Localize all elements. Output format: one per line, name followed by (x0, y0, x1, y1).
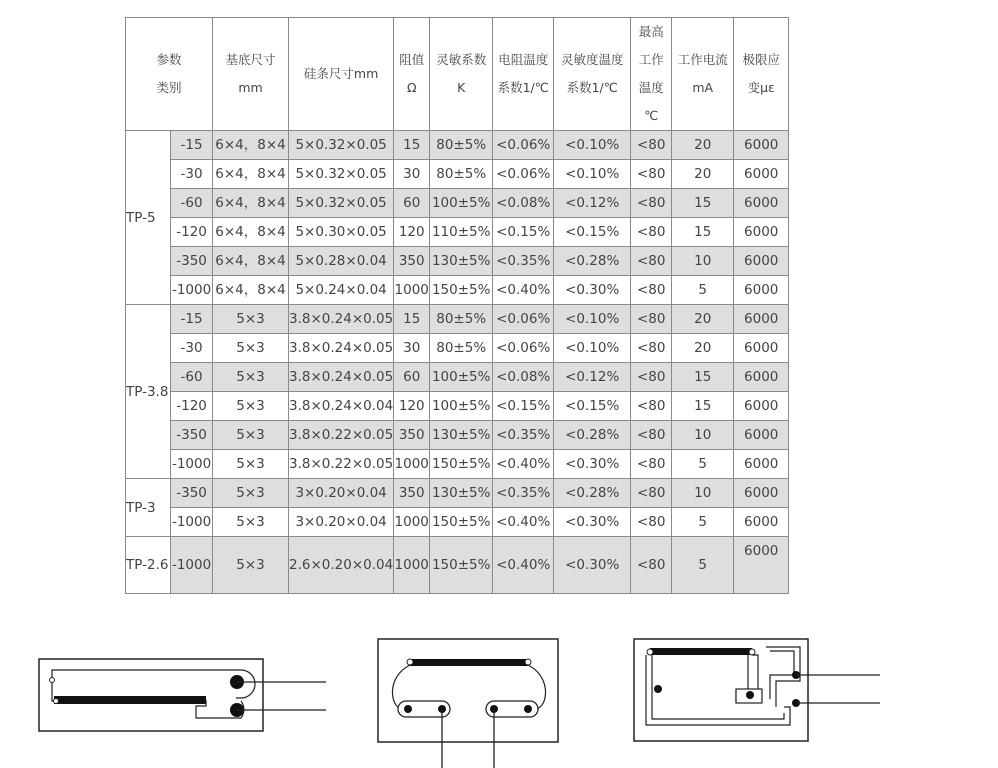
cell-resistance: 1000 (394, 508, 430, 537)
cell-resistance: 15 (394, 305, 430, 334)
row-type-label: TP-3 (126, 479, 171, 537)
cell-model-suffix: -350 (171, 421, 213, 450)
cell-max-temp: <80 (631, 247, 672, 276)
cell-model-suffix: -1000 (171, 508, 213, 537)
cell-limit-strain: 6000 (734, 334, 789, 363)
cell-substrate-size: 5×3 (213, 450, 289, 479)
cell-current: 20 (672, 160, 734, 189)
cell-current: 20 (672, 334, 734, 363)
cell-silicon-size: 2.6×0.20×0.04 (289, 537, 394, 594)
header-param-type: 参数 类别 (126, 18, 213, 131)
gauge-3-dot-left (654, 685, 662, 693)
cell-current: 5 (672, 508, 734, 537)
cell-sensitivity: 130±5% (430, 479, 493, 508)
cell-sensitivity: 130±5% (430, 247, 493, 276)
cell-sensitivity: 100±5% (430, 392, 493, 421)
cell-max-temp: <80 (631, 305, 672, 334)
cell-limit-strain: 6000 (734, 218, 789, 247)
cell-sensitivity-temp-coef: <0.28% (554, 479, 631, 508)
header-row (126, 18, 789, 131)
cell-model-suffix: -1000 (171, 450, 213, 479)
table-row (126, 334, 789, 363)
cell-limit-strain: 6000 (734, 131, 789, 160)
cell-model-suffix: -30 (171, 160, 213, 189)
cell-resistance-temp-coef: <0.35% (493, 479, 554, 508)
cell-sensitivity-temp-coef: <0.12% (554, 363, 631, 392)
cell-resistance: 350 (394, 421, 430, 450)
cell-current: 10 (672, 421, 734, 450)
cell-sensitivity-temp-coef: <0.10% (554, 131, 631, 160)
cell-resistance: 1000 (394, 537, 430, 594)
cell-max-temp: <80 (631, 218, 672, 247)
cell-resistance: 1000 (394, 276, 430, 305)
header-limit-strain: 极限应 变με (734, 18, 789, 131)
gauge-1-node-a (50, 678, 55, 683)
cell-resistance: 15 (394, 131, 430, 160)
header-sensitivity-temp-coef: 灵敏度温度 系数1/℃ (554, 18, 631, 131)
cell-sensitivity: 150±5% (430, 450, 493, 479)
cell-sensitivity-temp-coef: <0.30% (554, 537, 631, 594)
header-max-temp: 最高 工作 温度 ℃ (631, 18, 672, 131)
table-row (126, 450, 789, 479)
cell-resistance: 120 (394, 392, 430, 421)
cell-limit-strain: 6000 (734, 537, 789, 594)
table-row (126, 160, 789, 189)
cell-resistance: 120 (394, 218, 430, 247)
cell-current: 20 (672, 131, 734, 160)
cell-current: 15 (672, 392, 734, 421)
cell-resistance: 60 (394, 189, 430, 218)
cell-silicon-size: 5×0.30×0.05 (289, 218, 394, 247)
cell-limit-strain: 6000 (734, 247, 789, 276)
table-row (126, 189, 789, 218)
cell-silicon-size: 3×0.20×0.04 (289, 479, 394, 508)
cell-resistance-temp-coef: <0.40% (493, 276, 554, 305)
header-current: 工作电流 mA (672, 18, 734, 131)
cell-limit-strain: 6000 (734, 479, 789, 508)
cell-silicon-size: 3.8×0.22×0.05 (289, 421, 394, 450)
cell-silicon-size: 5×0.24×0.04 (289, 276, 394, 305)
gauge-2-substrate (378, 639, 558, 742)
header-resistance: 阻值 Ω (394, 18, 430, 131)
cell-substrate-size: 5×3 (213, 305, 289, 334)
gauge-diagram-1 (36, 656, 328, 736)
cell-resistance-temp-coef: <0.40% (493, 537, 554, 594)
cell-silicon-size: 3.8×0.24×0.05 (289, 305, 394, 334)
cell-current: 15 (672, 363, 734, 392)
table-row (126, 421, 789, 450)
cell-current: 5 (672, 450, 734, 479)
cell-substrate-size: 5×3 (213, 334, 289, 363)
row-type-label: TP-2.6 (126, 537, 171, 594)
cell-silicon-size: 5×0.32×0.05 (289, 189, 394, 218)
cell-sensitivity-temp-coef: <0.10% (554, 160, 631, 189)
cell-limit-strain: 6000 (734, 450, 789, 479)
cell-max-temp: <80 (631, 189, 672, 218)
table-row (126, 218, 789, 247)
table-row (126, 392, 789, 421)
cell-sensitivity: 100±5% (430, 363, 493, 392)
gauge-3-silicon-strip (650, 648, 752, 655)
header-silicon-size: 硅条尺寸mm (289, 18, 394, 131)
cell-sensitivity: 80±5% (430, 334, 493, 363)
table-row (126, 508, 789, 537)
cell-substrate-size: 6×4，8×4 (213, 131, 289, 160)
cell-sensitivity-temp-coef: <0.12% (554, 189, 631, 218)
cell-sensitivity: 80±5% (430, 305, 493, 334)
cell-max-temp: <80 (631, 421, 672, 450)
cell-sensitivity-temp-coef: <0.30% (554, 276, 631, 305)
cell-sensitivity-temp-coef: <0.30% (554, 508, 631, 537)
cell-substrate-size: 5×3 (213, 537, 289, 594)
gauge-3-node-left (647, 649, 653, 655)
gauge-2-dot-1 (404, 705, 412, 713)
cell-max-temp: <80 (631, 276, 672, 305)
cell-sensitivity: 150±5% (430, 276, 493, 305)
cell-substrate-size: 5×3 (213, 363, 289, 392)
cell-resistance-temp-coef: <0.08% (493, 189, 554, 218)
cell-max-temp: <80 (631, 392, 672, 421)
cell-model-suffix: -350 (171, 247, 213, 276)
cell-max-temp: <80 (631, 537, 672, 594)
cell-limit-strain: 6000 (734, 276, 789, 305)
table-row (126, 276, 789, 305)
cell-max-temp: <80 (631, 450, 672, 479)
cell-resistance-temp-coef: <0.15% (493, 392, 554, 421)
cell-resistance: 350 (394, 479, 430, 508)
cell-resistance-temp-coef: <0.40% (493, 450, 554, 479)
cell-resistance: 350 (394, 247, 430, 276)
cell-sensitivity-temp-coef: <0.10% (554, 334, 631, 363)
cell-resistance: 60 (394, 363, 430, 392)
cell-silicon-size: 5×0.28×0.04 (289, 247, 394, 276)
cell-current: 10 (672, 247, 734, 276)
cell-limit-strain: 6000 (734, 305, 789, 334)
cell-sensitivity-temp-coef: <0.10% (554, 305, 631, 334)
cell-current: 10 (672, 479, 734, 508)
cell-model-suffix: -15 (171, 305, 213, 334)
gauge-2-node-right (525, 659, 531, 665)
row-type-label: TP-3.8 (126, 305, 171, 479)
cell-substrate-size: 6×4，8×4 (213, 276, 289, 305)
gauge-1-silicon-strip (54, 696, 206, 704)
table-row (126, 537, 789, 594)
header-resistance-temp-coef: 电阻温度 系数1/℃ (493, 18, 554, 131)
gauge-3-dot-center (746, 691, 754, 699)
cell-limit-strain: 6000 (734, 160, 789, 189)
cell-limit-strain: 6000 (734, 508, 789, 537)
cell-current: 15 (672, 218, 734, 247)
cell-silicon-size: 3.8×0.22×0.05 (289, 450, 394, 479)
gauge-diagram-2 (376, 637, 562, 768)
cell-sensitivity-temp-coef: <0.15% (554, 392, 631, 421)
cell-substrate-size: 6×4，8×4 (213, 247, 289, 276)
cell-substrate-size: 6×4，8×4 (213, 218, 289, 247)
gauge-2-silicon-strip (410, 659, 528, 666)
gauge-1-node-b (54, 699, 59, 704)
table-row (126, 305, 789, 334)
cell-model-suffix: -120 (171, 218, 213, 247)
cell-resistance-temp-coef: <0.06% (493, 160, 554, 189)
cell-resistance: 1000 (394, 450, 430, 479)
cell-model-suffix: -30 (171, 334, 213, 363)
cell-substrate-size: 5×3 (213, 392, 289, 421)
cell-silicon-size: 3.8×0.24×0.05 (289, 363, 394, 392)
cell-resistance-temp-coef: <0.35% (493, 247, 554, 276)
cell-sensitivity: 130±5% (430, 421, 493, 450)
cell-sensitivity-temp-coef: <0.30% (554, 450, 631, 479)
cell-model-suffix: -60 (171, 363, 213, 392)
cell-max-temp: <80 (631, 479, 672, 508)
cell-max-temp: <80 (631, 160, 672, 189)
cell-sensitivity: 150±5% (430, 508, 493, 537)
cell-max-temp: <80 (631, 334, 672, 363)
cell-substrate-size: 5×3 (213, 479, 289, 508)
header-sensitivity: 灵敏系数 K (430, 18, 493, 131)
cell-current: 20 (672, 305, 734, 334)
cell-model-suffix: -350 (171, 479, 213, 508)
cell-substrate-size: 5×3 (213, 508, 289, 537)
cell-model-suffix: -120 (171, 392, 213, 421)
cell-max-temp: <80 (631, 131, 672, 160)
spec-body (126, 131, 789, 594)
table-row (126, 363, 789, 392)
cell-sensitivity-temp-coef: <0.28% (554, 421, 631, 450)
cell-silicon-size: 3.8×0.24×0.04 (289, 392, 394, 421)
cell-sensitivity: 80±5% (430, 131, 493, 160)
cell-limit-strain: 6000 (734, 363, 789, 392)
cell-substrate-size: 6×4，8×4 (213, 189, 289, 218)
gauge-diagram-3 (632, 637, 884, 745)
cell-resistance-temp-coef: <0.06% (493, 334, 554, 363)
cell-model-suffix: -1000 (171, 537, 213, 594)
cell-substrate-size: 5×3 (213, 421, 289, 450)
spec-table (125, 17, 789, 594)
cell-model-suffix: -1000 (171, 276, 213, 305)
table-row (126, 131, 789, 160)
cell-sensitivity-temp-coef: <0.28% (554, 247, 631, 276)
row-type-label: TP-5 (126, 131, 171, 305)
cell-current: 5 (672, 537, 734, 594)
cell-sensitivity: 80±5% (430, 160, 493, 189)
gauge-2-node-left (407, 659, 413, 665)
gauge-3-node-right (749, 649, 755, 655)
cell-max-temp: <80 (631, 363, 672, 392)
table-row (126, 479, 789, 508)
cell-resistance-temp-coef: <0.40% (493, 508, 554, 537)
cell-limit-strain: 6000 (734, 189, 789, 218)
gauge-2-dot-4 (524, 705, 532, 713)
cell-silicon-size: 5×0.32×0.05 (289, 160, 394, 189)
cell-sensitivity-temp-coef: <0.15% (554, 218, 631, 247)
cell-resistance-temp-coef: <0.08% (493, 363, 554, 392)
cell-sensitivity: 150±5% (430, 537, 493, 594)
cell-silicon-size: 3×0.20×0.04 (289, 508, 394, 537)
cell-model-suffix: -60 (171, 189, 213, 218)
cell-current: 15 (672, 189, 734, 218)
cell-resistance-temp-coef: <0.06% (493, 305, 554, 334)
cell-resistance-temp-coef: <0.06% (493, 131, 554, 160)
cell-limit-strain: 6000 (734, 421, 789, 450)
cell-current: 5 (672, 276, 734, 305)
table-row (126, 247, 789, 276)
cell-sensitivity: 110±5% (430, 218, 493, 247)
cell-resistance-temp-coef: <0.15% (493, 218, 554, 247)
cell-resistance-temp-coef: <0.35% (493, 421, 554, 450)
cell-substrate-size: 6×4，8×4 (213, 160, 289, 189)
cell-limit-strain: 6000 (734, 392, 789, 421)
cell-model-suffix: -15 (171, 131, 213, 160)
cell-max-temp: <80 (631, 508, 672, 537)
cell-silicon-size: 3.8×0.24×0.05 (289, 334, 394, 363)
cell-sensitivity: 100±5% (430, 189, 493, 218)
cell-resistance: 30 (394, 160, 430, 189)
header-substrate-size: 基底尺寸 mm (213, 18, 289, 131)
cell-resistance: 30 (394, 334, 430, 363)
cell-silicon-size: 5×0.32×0.05 (289, 131, 394, 160)
